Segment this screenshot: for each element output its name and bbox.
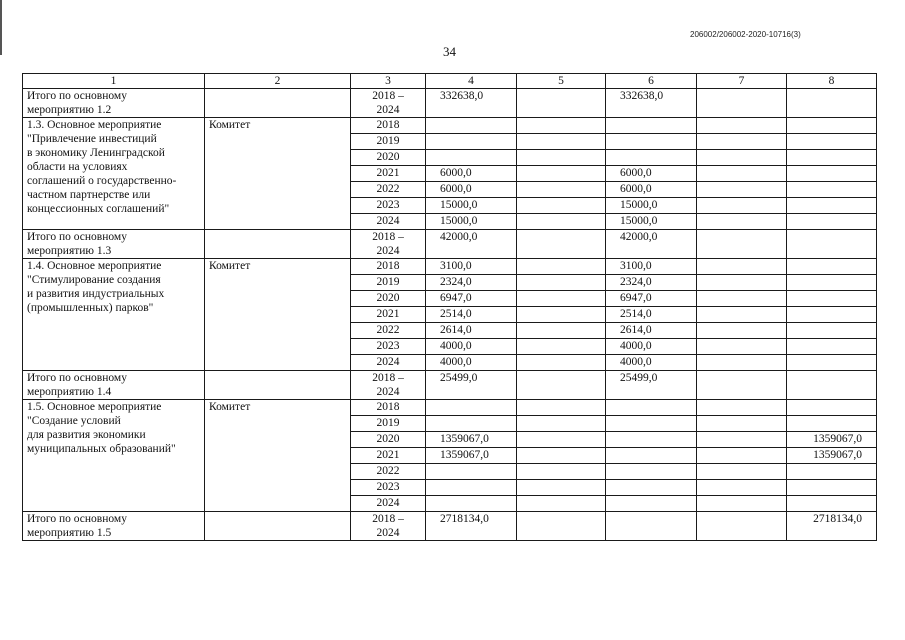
value-col5 (517, 416, 606, 432)
column-header: 2 (205, 74, 351, 89)
value-col5 (517, 496, 606, 512)
activity-label: 1.4. Основное мероприятие "Стимулирование создания и развития индустриальных (промышленных) парков" (23, 259, 205, 371)
value-col7 (697, 480, 787, 496)
value-col6 (606, 432, 697, 448)
year-cell: 2024 (351, 355, 426, 371)
period-cell: 2018 – 2024 (351, 512, 426, 541)
activity-label: 1.5. Основное мероприятие "Создание условий для развития экономики муниципальных образований" (23, 400, 205, 512)
year-cell: 2023 (351, 339, 426, 355)
value-col7 (697, 118, 787, 134)
value-col5 (517, 400, 606, 416)
document-id: 206002/206002-2020-10716(3) (690, 30, 801, 39)
value-col4 (426, 150, 517, 166)
value-col6: 4000,0 (606, 339, 697, 355)
value-col7 (697, 432, 787, 448)
year-cell: 2022 (351, 464, 426, 480)
value-col7 (697, 291, 787, 307)
value-col8: 1359067,0 (787, 432, 877, 448)
value-col7 (697, 275, 787, 291)
value-col4 (426, 400, 517, 416)
year-cell: 2018 (351, 400, 426, 416)
year-row (23, 118, 877, 134)
value-col7 (697, 355, 787, 371)
value-col4: 2324,0 (426, 275, 517, 291)
value-col4: 4000,0 (426, 339, 517, 355)
value-col6 (606, 480, 697, 496)
year-cell: 2022 (351, 323, 426, 339)
column-header: 5 (517, 74, 606, 89)
value-col6: 15000,0 (606, 214, 697, 230)
column-header: 3 (351, 74, 426, 89)
value-col4: 332638,0 (426, 89, 517, 118)
executor-cell (205, 512, 351, 541)
value-col6 (606, 150, 697, 166)
value-col5 (517, 150, 606, 166)
year-row (23, 400, 877, 416)
value-col6 (606, 496, 697, 512)
value-col4: 6000,0 (426, 182, 517, 198)
value-col7 (697, 448, 787, 464)
value-col7 (697, 496, 787, 512)
value-col8 (787, 259, 877, 275)
value-col8: 2718134,0 (787, 512, 877, 541)
value-col5 (517, 291, 606, 307)
year-cell: 2023 (351, 198, 426, 214)
value-col8 (787, 291, 877, 307)
value-col5 (517, 448, 606, 464)
value-col7 (697, 259, 787, 275)
value-col4: 3100,0 (426, 259, 517, 275)
year-cell: 2024 (351, 496, 426, 512)
column-header: 8 (787, 74, 877, 89)
value-col8 (787, 150, 877, 166)
value-col4 (426, 134, 517, 150)
value-col6 (606, 512, 697, 541)
value-col6: 332638,0 (606, 89, 697, 118)
executor-cell: Комитет (205, 118, 351, 230)
year-cell: 2021 (351, 307, 426, 323)
year-cell: 2024 (351, 214, 426, 230)
total-row (23, 89, 877, 118)
value-col7 (697, 400, 787, 416)
total-label: Итого по основному мероприятию 1.4 (23, 371, 205, 400)
value-col8 (787, 118, 877, 134)
value-col4: 4000,0 (426, 355, 517, 371)
value-col5 (517, 89, 606, 118)
value-col8 (787, 214, 877, 230)
value-col7 (697, 150, 787, 166)
value-col7 (697, 230, 787, 259)
executor-cell (205, 371, 351, 400)
value-col7 (697, 307, 787, 323)
value-col7 (697, 464, 787, 480)
value-col5 (517, 230, 606, 259)
year-cell: 2020 (351, 432, 426, 448)
value-col6: 2514,0 (606, 307, 697, 323)
value-col6: 6947,0 (606, 291, 697, 307)
value-col5 (517, 355, 606, 371)
value-col8 (787, 89, 877, 118)
value-col8 (787, 355, 877, 371)
page-number: 34 (443, 44, 456, 59)
value-col5 (517, 198, 606, 214)
value-col5 (517, 512, 606, 541)
value-col6: 2324,0 (606, 275, 697, 291)
value-col8 (787, 339, 877, 355)
value-col6: 2614,0 (606, 323, 697, 339)
value-col8 (787, 166, 877, 182)
table-body (23, 89, 877, 541)
value-col4: 6947,0 (426, 291, 517, 307)
value-col8 (787, 182, 877, 198)
year-cell: 2021 (351, 448, 426, 464)
value-col8 (787, 371, 877, 400)
value-col8 (787, 323, 877, 339)
value-col8 (787, 275, 877, 291)
total-label: Итого по основному мероприятию 1.2 (23, 89, 205, 118)
value-col4: 15000,0 (426, 214, 517, 230)
value-col5 (517, 480, 606, 496)
value-col7 (697, 339, 787, 355)
value-col4: 2614,0 (426, 323, 517, 339)
value-col6: 42000,0 (606, 230, 697, 259)
value-col5 (517, 323, 606, 339)
value-col6: 4000,0 (606, 355, 697, 371)
value-col7 (697, 512, 787, 541)
value-col8 (787, 134, 877, 150)
year-cell: 2020 (351, 291, 426, 307)
value-col5 (517, 182, 606, 198)
value-col7 (697, 166, 787, 182)
value-col6 (606, 400, 697, 416)
value-col8 (787, 230, 877, 259)
value-col6 (606, 118, 697, 134)
value-col5 (517, 464, 606, 480)
value-col4: 2514,0 (426, 307, 517, 323)
column-header: 4 (426, 74, 517, 89)
value-col4: 1359067,0 (426, 432, 517, 448)
period-cell: 2018 – 2024 (351, 371, 426, 400)
total-row (23, 512, 877, 541)
table-header-row (23, 74, 877, 89)
year-cell: 2019 (351, 275, 426, 291)
value-col4: 15000,0 (426, 198, 517, 214)
period-cell: 2018 – 2024 (351, 230, 426, 259)
column-header: 7 (697, 74, 787, 89)
executor-cell (205, 89, 351, 118)
value-col5 (517, 118, 606, 134)
value-col6 (606, 134, 697, 150)
value-col6: 3100,0 (606, 259, 697, 275)
value-col4 (426, 480, 517, 496)
value-col4 (426, 464, 517, 480)
year-cell: 2018 (351, 118, 426, 134)
value-col5 (517, 259, 606, 275)
value-col6: 6000,0 (606, 166, 697, 182)
budget-table (22, 73, 877, 541)
value-col7 (697, 198, 787, 214)
value-col8 (787, 400, 877, 416)
value-col6: 25499,0 (606, 371, 697, 400)
value-col6 (606, 416, 697, 432)
value-col8 (787, 416, 877, 432)
total-label: Итого по основному мероприятию 1.5 (23, 512, 205, 541)
value-col7 (697, 323, 787, 339)
year-cell: 2018 (351, 259, 426, 275)
value-col4 (426, 118, 517, 134)
value-col8 (787, 464, 877, 480)
total-label: Итого по основному мероприятию 1.3 (23, 230, 205, 259)
column-header: 6 (606, 74, 697, 89)
value-col4: 1359067,0 (426, 448, 517, 464)
value-col6: 6000,0 (606, 182, 697, 198)
activity-label: 1.3. Основное мероприятие "Привлечение инвестиций в экономику Ленинградской области на условиях соглашений о государственно- частном партнерстве или концессионных соглашений" (23, 118, 205, 230)
value-col4: 6000,0 (426, 166, 517, 182)
value-col5 (517, 339, 606, 355)
value-col8 (787, 307, 877, 323)
value-col5 (517, 371, 606, 400)
year-cell: 2023 (351, 480, 426, 496)
value-col4: 2718134,0 (426, 512, 517, 541)
executor-cell: Комитет (205, 400, 351, 512)
value-col4: 42000,0 (426, 230, 517, 259)
scan-edge-mark (0, 0, 2, 55)
total-row (23, 371, 877, 400)
executor-cell: Комитет (205, 259, 351, 371)
value-col6 (606, 464, 697, 480)
year-cell: 2022 (351, 182, 426, 198)
year-cell: 2019 (351, 416, 426, 432)
value-col5 (517, 166, 606, 182)
value-col4 (426, 416, 517, 432)
value-col7 (697, 182, 787, 198)
value-col8 (787, 496, 877, 512)
value-col7 (697, 134, 787, 150)
year-row (23, 259, 877, 275)
year-cell: 2021 (351, 166, 426, 182)
value-col5 (517, 307, 606, 323)
value-col7 (697, 89, 787, 118)
year-cell: 2020 (351, 150, 426, 166)
year-cell: 2019 (351, 134, 426, 150)
value-col5 (517, 134, 606, 150)
value-col8 (787, 480, 877, 496)
value-col5 (517, 432, 606, 448)
value-col7 (697, 416, 787, 432)
value-col7 (697, 371, 787, 400)
value-col6 (606, 448, 697, 464)
executor-cell (205, 230, 351, 259)
value-col7 (697, 214, 787, 230)
value-col6: 15000,0 (606, 198, 697, 214)
value-col5 (517, 214, 606, 230)
period-cell: 2018 – 2024 (351, 89, 426, 118)
column-header: 1 (23, 74, 205, 89)
value-col4: 25499,0 (426, 371, 517, 400)
value-col8 (787, 198, 877, 214)
value-col8: 1359067,0 (787, 448, 877, 464)
value-col5 (517, 275, 606, 291)
total-row (23, 230, 877, 259)
value-col4 (426, 496, 517, 512)
